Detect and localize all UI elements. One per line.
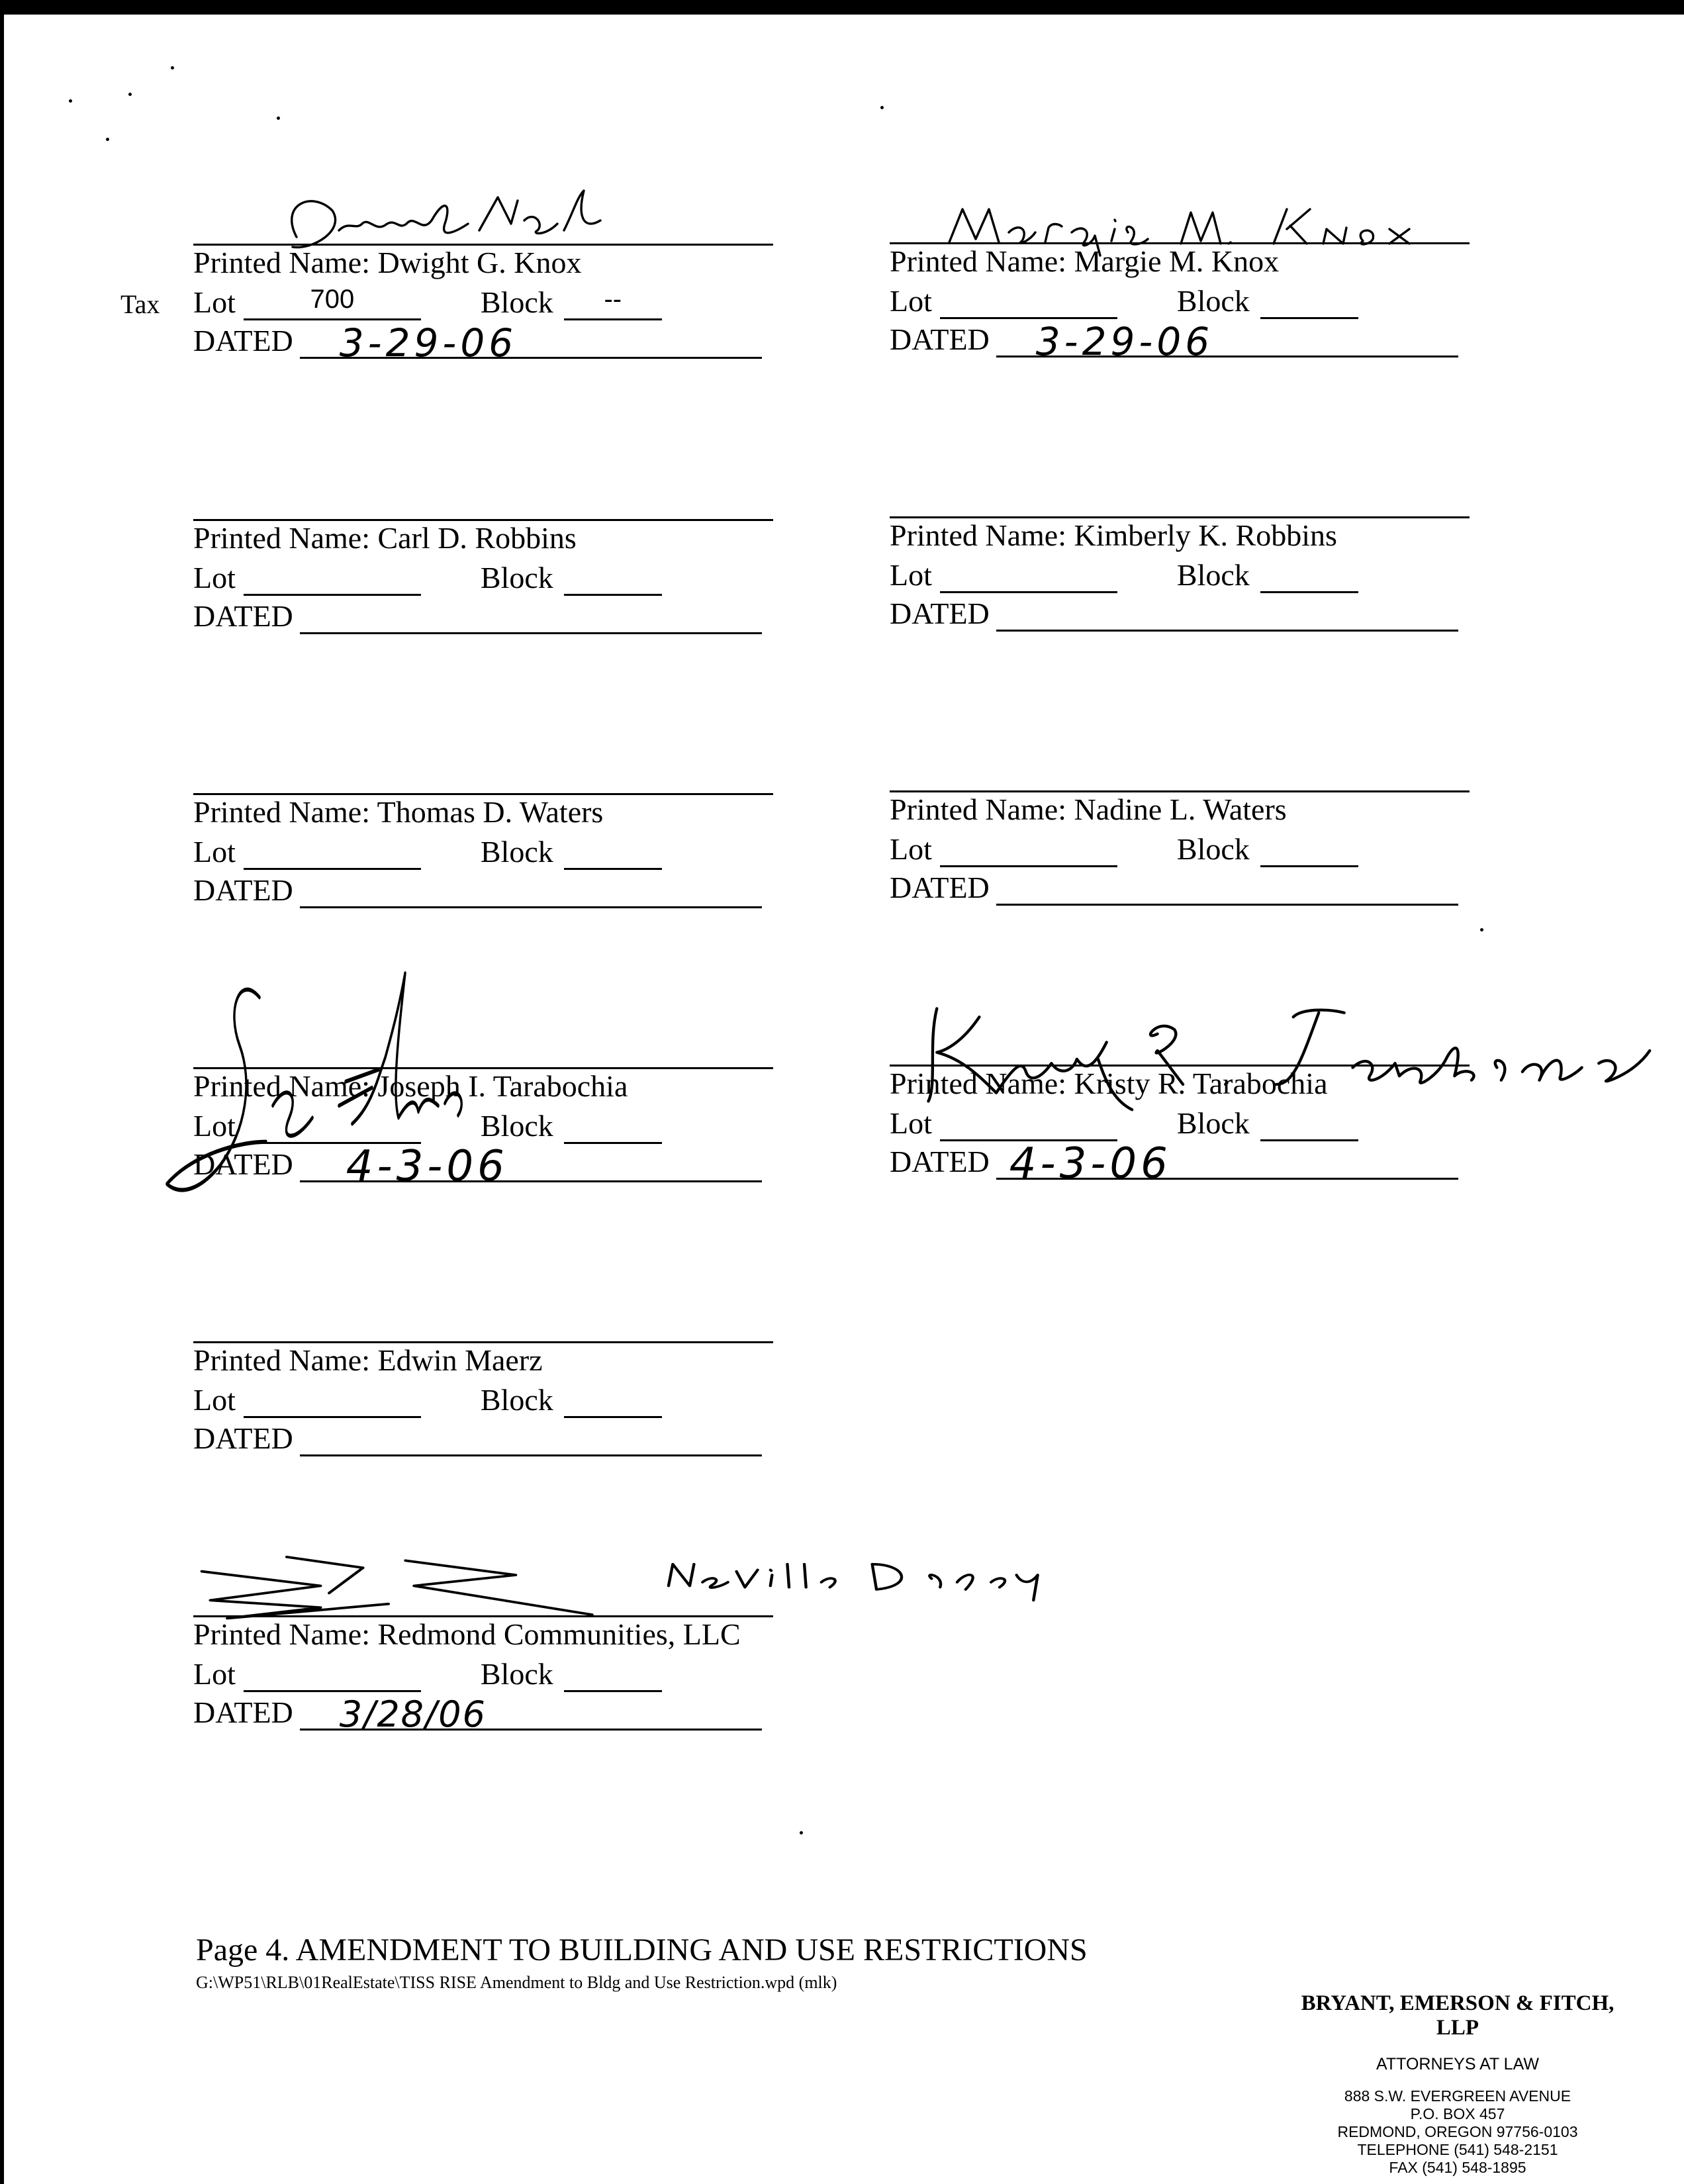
dated-row: DATED [890, 596, 1458, 632]
lot-block-row: Lot Block [890, 283, 1358, 319]
printed-name-value: Nadine L. Waters [1074, 792, 1287, 826]
lot-block-row: Lot Block [890, 1106, 1358, 1141]
printed-name-value: Dwight G. Knox [377, 246, 582, 279]
printed-name-value: Edwin Maerz [377, 1343, 543, 1377]
dated-value: 3-29-06 [1035, 319, 1214, 364]
printed-name-row: Printed Name: Redmond Communities, LLC [193, 1617, 741, 1651]
signature-block [890, 790, 1558, 943]
dated-row: DATED [193, 1421, 762, 1456]
printed-name-row: Printed Name: Edwin Maerz [193, 1343, 543, 1377]
firm-name: BRYANT, EMERSON & FITCH, LLP [1301, 1991, 1614, 2040]
dated-field[interactable] [996, 875, 1458, 906]
block-field[interactable] [564, 1661, 662, 1692]
firm-address [1286, 2087, 1630, 2177]
firm-address-line: 888 S.W. EVERGREEN AVENUE [1344, 2087, 1571, 2105]
printed-name-value: Margie M. Knox [1074, 244, 1280, 278]
lot-block-row: Lot Block [890, 831, 1358, 867]
scan-speck [128, 93, 132, 96]
lot-field[interactable] [940, 562, 1117, 593]
dated-value: 3-29-06 [339, 320, 518, 365]
block-field[interactable] [1260, 288, 1358, 319]
printed-name-value: Kristy R. Tarabochia [1074, 1067, 1328, 1100]
page-title: Page 4. AMENDMENT TO BUILDING AND USE RESTRICTIONS [196, 1932, 1088, 1968]
block-field[interactable] [564, 565, 662, 596]
signature-handwriting [193, 1543, 855, 1622]
dated-row: DATED [890, 870, 1458, 906]
scan-speck [171, 66, 174, 70]
block-field[interactable] [1260, 562, 1358, 593]
scan-speck [69, 99, 72, 103]
scan-left-border [0, 0, 4, 2184]
dated-row: DATED 4-3-06 [890, 1144, 1458, 1180]
lot-block-row: Lot Block [890, 557, 1358, 593]
signature-block [193, 1067, 862, 1219]
dated-field[interactable] [996, 600, 1458, 632]
printed-name-row: Printed Name: Kristy R. Tarabochia [890, 1067, 1328, 1100]
file-path: G:\WP51\RLB\01RealEstate\TISS RISE Amendment to Bldg and Use Restriction.wpd (mlk) [196, 1973, 837, 1992]
scan-top-border [0, 0, 1684, 15]
lot-block-row: Lot Block [193, 1382, 662, 1418]
firm-address-line: FAX (541) 548-1895 [1389, 2159, 1526, 2176]
dated-field[interactable] [300, 603, 762, 634]
dated-row: DATED [193, 598, 762, 634]
printed-name-value: Carl D. Robbins [377, 521, 577, 555]
scan-speck [800, 1831, 803, 1834]
lot-field[interactable] [244, 1113, 421, 1144]
signature-block [120, 244, 862, 396]
block-value: -- [604, 285, 622, 314]
lot-field[interactable] [244, 839, 421, 870]
printed-name-row: Printed Name: Thomas D. Waters [193, 795, 604, 829]
printed-name-row: Printed Name: Kimberly K. Robbins [890, 518, 1337, 552]
lot-block-row: Lot Block [193, 834, 662, 870]
dated-field[interactable] [300, 877, 762, 908]
block-field[interactable] [564, 285, 662, 320]
law-firm-letterhead [1286, 1991, 1630, 2177]
lot-field[interactable] [244, 285, 421, 320]
lot-block-row: Lot 700 Block -- [193, 285, 662, 320]
firm-subtitle: ATTORNEYS AT LAW [1376, 2055, 1539, 2073]
printed-name-row: Printed Name: Dwight G. Knox [193, 246, 582, 279]
printed-name-value: Redmond Communities, LLC [377, 1617, 741, 1651]
printed-name-row: Printed Name: Margie M. Knox [890, 244, 1280, 278]
signature-block [890, 1065, 1558, 1217]
signature-block [193, 1615, 862, 1768]
tax-label: Tax [120, 289, 160, 319]
lot-field[interactable] [940, 1110, 1117, 1141]
block-field[interactable] [1260, 836, 1358, 867]
block-field[interactable] [564, 1387, 662, 1418]
printed-name-row: Printed Name: Nadine L. Waters [890, 792, 1287, 826]
firm-address-line: P.O. BOX 457 [1410, 2105, 1505, 2122]
dated-value: 4-3-06 [1009, 1139, 1172, 1188]
lot-block-row: Lot Block [193, 1108, 662, 1144]
dated-row: DATED 3/28/06 [193, 1695, 762, 1731]
printed-name-value: Thomas D. Waters [377, 795, 604, 829]
dated-value: 3/28/06 [339, 1693, 487, 1735]
lot-value: 700 [310, 285, 355, 314]
signature-block [890, 242, 1558, 395]
firm-address-line: REDMOND, OREGON 97756-0103 [1337, 2123, 1578, 2140]
lot-field[interactable] [940, 288, 1117, 319]
scan-speck [277, 117, 280, 120]
printed-name-row: Printed Name: Carl D. Robbins [193, 521, 577, 555]
dated-value: 4-3-06 [346, 1142, 508, 1191]
dated-field[interactable] [300, 1425, 762, 1456]
dated-row: DATED 4-3-06 [193, 1147, 762, 1182]
dated-row: DATED 3-29-06 [193, 323, 762, 359]
lot-field[interactable] [940, 836, 1117, 867]
lot-block-row: Lot Block [193, 1656, 662, 1692]
block-field[interactable] [564, 1113, 662, 1144]
firm-address-line: TELEPHONE (541) 548-2151 [1357, 2141, 1558, 2158]
scan-speck [106, 138, 109, 141]
block-field[interactable] [564, 839, 662, 870]
printed-name-value: Kimberly K. Robbins [1074, 518, 1337, 552]
printed-name-value: Joseph I. Tarabochia [377, 1069, 628, 1103]
signature-block [193, 793, 862, 945]
dated-row: DATED [193, 873, 762, 908]
dated-row: DATED 3-29-06 [890, 322, 1458, 357]
printed-name-row: Printed Name: Joseph I. Tarabochia [193, 1069, 628, 1103]
block-field[interactable] [1260, 1110, 1358, 1141]
signature-block [890, 516, 1558, 669]
lot-field[interactable] [244, 1387, 421, 1418]
signature-block [193, 1341, 862, 1494]
scan-speck [880, 106, 884, 109]
lot-field[interactable] [244, 1661, 421, 1692]
lot-block-row: Lot Block [193, 560, 662, 596]
lot-field[interactable] [244, 565, 421, 596]
signature-block [193, 519, 862, 671]
